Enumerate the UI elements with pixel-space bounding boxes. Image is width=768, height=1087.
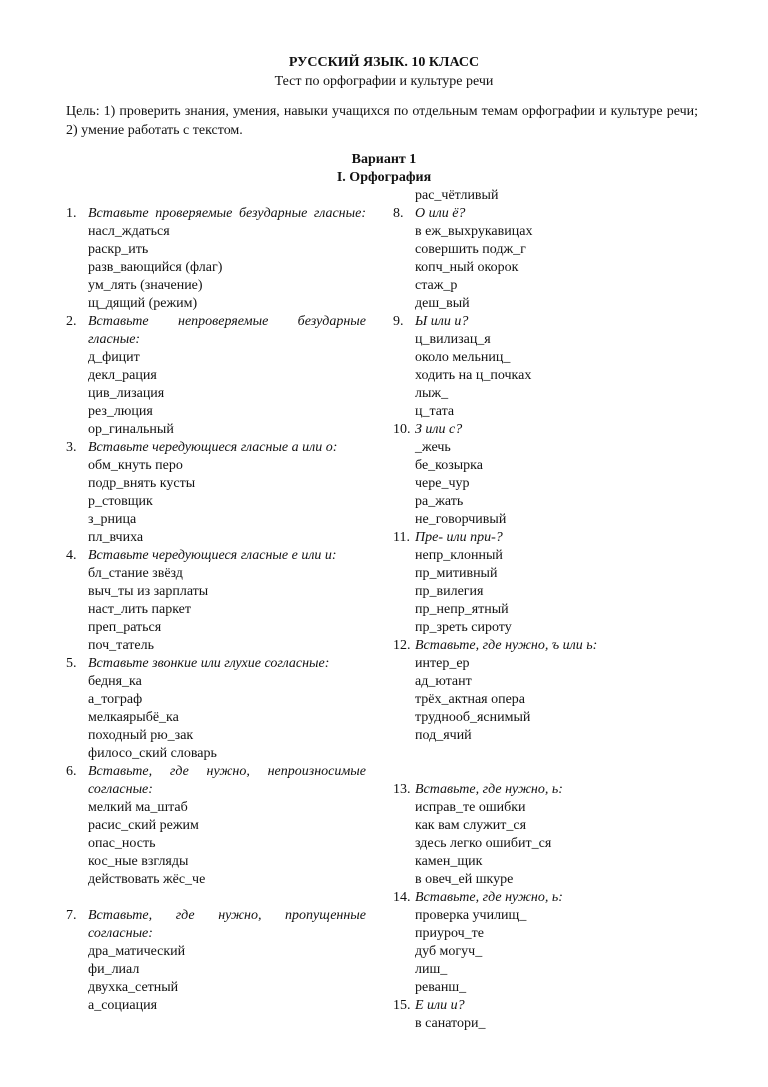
task-word: рез_люция <box>88 404 153 419</box>
task-word: а_тограф <box>88 692 143 707</box>
task-number: 2. <box>66 314 77 329</box>
task-word: д_фицит <box>88 350 140 365</box>
task-word: камен_щик <box>415 854 483 869</box>
task-word: бедня_ка <box>88 674 142 689</box>
task-word: кос_ные взгляды <box>88 854 189 869</box>
task-number: 11. <box>393 530 410 545</box>
task-word: проверка училищ_ <box>415 908 527 923</box>
task-word: ум_лять (значение) <box>88 278 203 293</box>
variant-heading: Вариант 1 <box>351 152 417 167</box>
task-word: непр_клонный <box>415 548 503 563</box>
task-word: интер_ер <box>415 656 470 671</box>
task-instruction: Пре- или при-? <box>415 530 503 545</box>
task-word: а_социация <box>88 998 158 1013</box>
goal-paragraph: Цель: 1) проверить знания, умения, навыки учащихся по отдельным темам орфографии и культуре речи; 2) умение работать с текстом. <box>66 104 698 138</box>
task-10 <box>393 421 693 529</box>
task-word: около мельниц_ <box>415 350 511 365</box>
task-word: действовать жёс_че <box>88 872 206 887</box>
task-word: труднооб_яснимый <box>415 710 531 725</box>
task-word: з_рница <box>88 512 137 527</box>
task-word: фи_лиал <box>88 962 140 977</box>
task-word: наст_лить паркет <box>88 602 192 617</box>
task-word: щ_дящий (режим) <box>88 296 198 311</box>
task-word: под_ячий <box>415 728 472 743</box>
right-column <box>393 187 693 1033</box>
task-word: дра_матический <box>88 944 186 959</box>
task-number: 3. <box>66 440 77 455</box>
task-number: 1. <box>66 206 77 221</box>
task-word: выч_ты из зарплаты <box>88 584 209 599</box>
task-word: в санатори_ <box>415 1016 486 1031</box>
task-number: 9. <box>393 314 404 329</box>
task-word: ходить на ц_почках <box>415 368 532 383</box>
task-12 <box>393 637 693 745</box>
task-instruction: Вставьте чередующиеся гласные е или и: <box>88 548 337 563</box>
task-word: реванш_ <box>415 980 467 995</box>
task-word: ц_вилизац_я <box>415 332 491 347</box>
task-word: походный рю_зак <box>88 728 194 743</box>
task-number: 5. <box>66 656 77 671</box>
task-11 <box>393 529 693 637</box>
task-number: 8. <box>393 206 404 221</box>
task-word: насл_ждаться <box>88 224 170 239</box>
task-word: деш_вый <box>415 296 470 311</box>
task-instruction: Вставьте, где нужно, пропущенные согласные: <box>88 908 366 941</box>
task-word: копч_ный окорок <box>415 260 519 275</box>
task-instruction: Вставьте, где нужно, ь: <box>415 782 563 797</box>
task-word: поч_татель <box>88 638 155 653</box>
task-word: подр_внять кусты <box>88 476 196 491</box>
task-word: рас_чётливый <box>415 188 499 203</box>
task-instruction: Ы или и? <box>415 314 469 329</box>
task-word: обм_кнуть перо <box>88 458 183 473</box>
task-word: ад_ютант <box>415 674 472 689</box>
task-6 <box>66 763 366 889</box>
task-instruction: З или с? <box>415 422 463 437</box>
task-9 <box>393 313 693 421</box>
spacer <box>66 889 366 907</box>
task-instruction: Вставьте непроверяемые безударные гласные: <box>88 314 366 347</box>
task-3 <box>66 439 366 547</box>
task-word: лыж_ <box>415 386 449 401</box>
task-15 <box>393 997 693 1033</box>
task-word: разв_вающийся (флаг) <box>88 260 223 275</box>
task-word: ц_тата <box>415 404 455 419</box>
task-2 <box>66 313 366 439</box>
task-word: декл_рация <box>88 368 157 383</box>
task-word: двухка_сетный <box>88 980 179 995</box>
spacer <box>393 763 693 781</box>
task-word: филосо_ский словарь <box>88 746 217 761</box>
task-8 <box>393 205 693 313</box>
task-word: пр_зреть сироту <box>415 620 512 635</box>
task-instruction: Е или и? <box>415 998 465 1013</box>
task-word: чере_чур <box>415 476 470 491</box>
task-word: приуроч_те <box>415 926 484 941</box>
spacer <box>393 745 693 763</box>
task-5 <box>66 655 366 763</box>
task-word: исправ_те ошибки <box>415 800 526 815</box>
task-word: расис_ский режим <box>88 818 199 833</box>
document-title: РУССКИЙ ЯЗЫК. 10 КЛАСС <box>288 55 480 70</box>
task-number: 12. <box>393 638 411 653</box>
task-word: здесь легко ошибит_ся <box>415 836 552 851</box>
task-1 <box>66 205 366 313</box>
task-word: ор_гинальный <box>88 422 174 437</box>
task-word: бе_козырка <box>415 458 483 473</box>
task-13 <box>393 781 693 889</box>
task-word: лиш_ <box>415 962 448 977</box>
task-number: 13. <box>393 782 411 797</box>
task-word: в овеч_ей шкуре <box>415 872 514 887</box>
task-instruction: Вставьте звонкие или глухие согласные: <box>88 656 330 671</box>
task-word: пр_митивный <box>415 566 498 581</box>
task-word: цив_лизация <box>88 386 165 401</box>
task-word: опас_ность <box>88 836 156 851</box>
task-instruction: Вставьте, где нужно, ъ или ь: <box>415 638 598 653</box>
task-word: бл_стание звёзд <box>88 566 183 581</box>
task-word: совершить подж_г <box>415 242 526 257</box>
task-word: преп_раться <box>88 620 162 635</box>
task-number: 14. <box>393 890 411 905</box>
task-word: раскр_ить <box>88 242 149 257</box>
task-instruction: Вставьте проверяемые безударные гласные: <box>88 206 366 221</box>
task-word: пл_вчиха <box>88 530 144 545</box>
task-number: 15. <box>393 998 411 1013</box>
task-word: пр_вилегия <box>415 584 484 599</box>
task-word: как вам служит_ся <box>415 818 527 833</box>
task-word: дуб могуч_ <box>415 944 483 959</box>
task-7 <box>66 907 366 1015</box>
section-heading: I. Орфография <box>336 170 432 185</box>
task-instruction: Вставьте, где нужно, непроизносимые согласные: <box>88 764 366 797</box>
task-word: мелкий ма_штаб <box>88 800 188 815</box>
task-instruction: Вставьте чередующиеся гласные а или о: <box>88 440 338 455</box>
task-word: в еж_выхрукавицах <box>415 224 533 239</box>
task-number: 10. <box>393 422 411 437</box>
task-number: 4. <box>66 548 77 563</box>
task-instruction: О или ё? <box>415 206 466 221</box>
task-14 <box>393 889 693 997</box>
document-subtitle: Тест по орфографии и культуре речи <box>274 74 494 89</box>
task-instruction: Вставьте, где нужно, ь: <box>415 890 563 905</box>
task-word: трёх_актная опера <box>415 692 526 707</box>
task-word: стаж_р <box>415 278 458 293</box>
task-word: _жечь <box>415 440 451 455</box>
task-number: 7. <box>66 908 77 923</box>
task-number: 6. <box>66 764 77 779</box>
task-word: р_стовщик <box>88 494 153 509</box>
task-word: не_говорчивый <box>415 512 507 527</box>
task-word: ра_жать <box>415 494 464 509</box>
task-4 <box>66 547 366 655</box>
left-column <box>66 205 366 1015</box>
task-word: пр_непр_ятный <box>415 602 509 617</box>
task-word: мелкаярыбё_ка <box>88 710 179 725</box>
